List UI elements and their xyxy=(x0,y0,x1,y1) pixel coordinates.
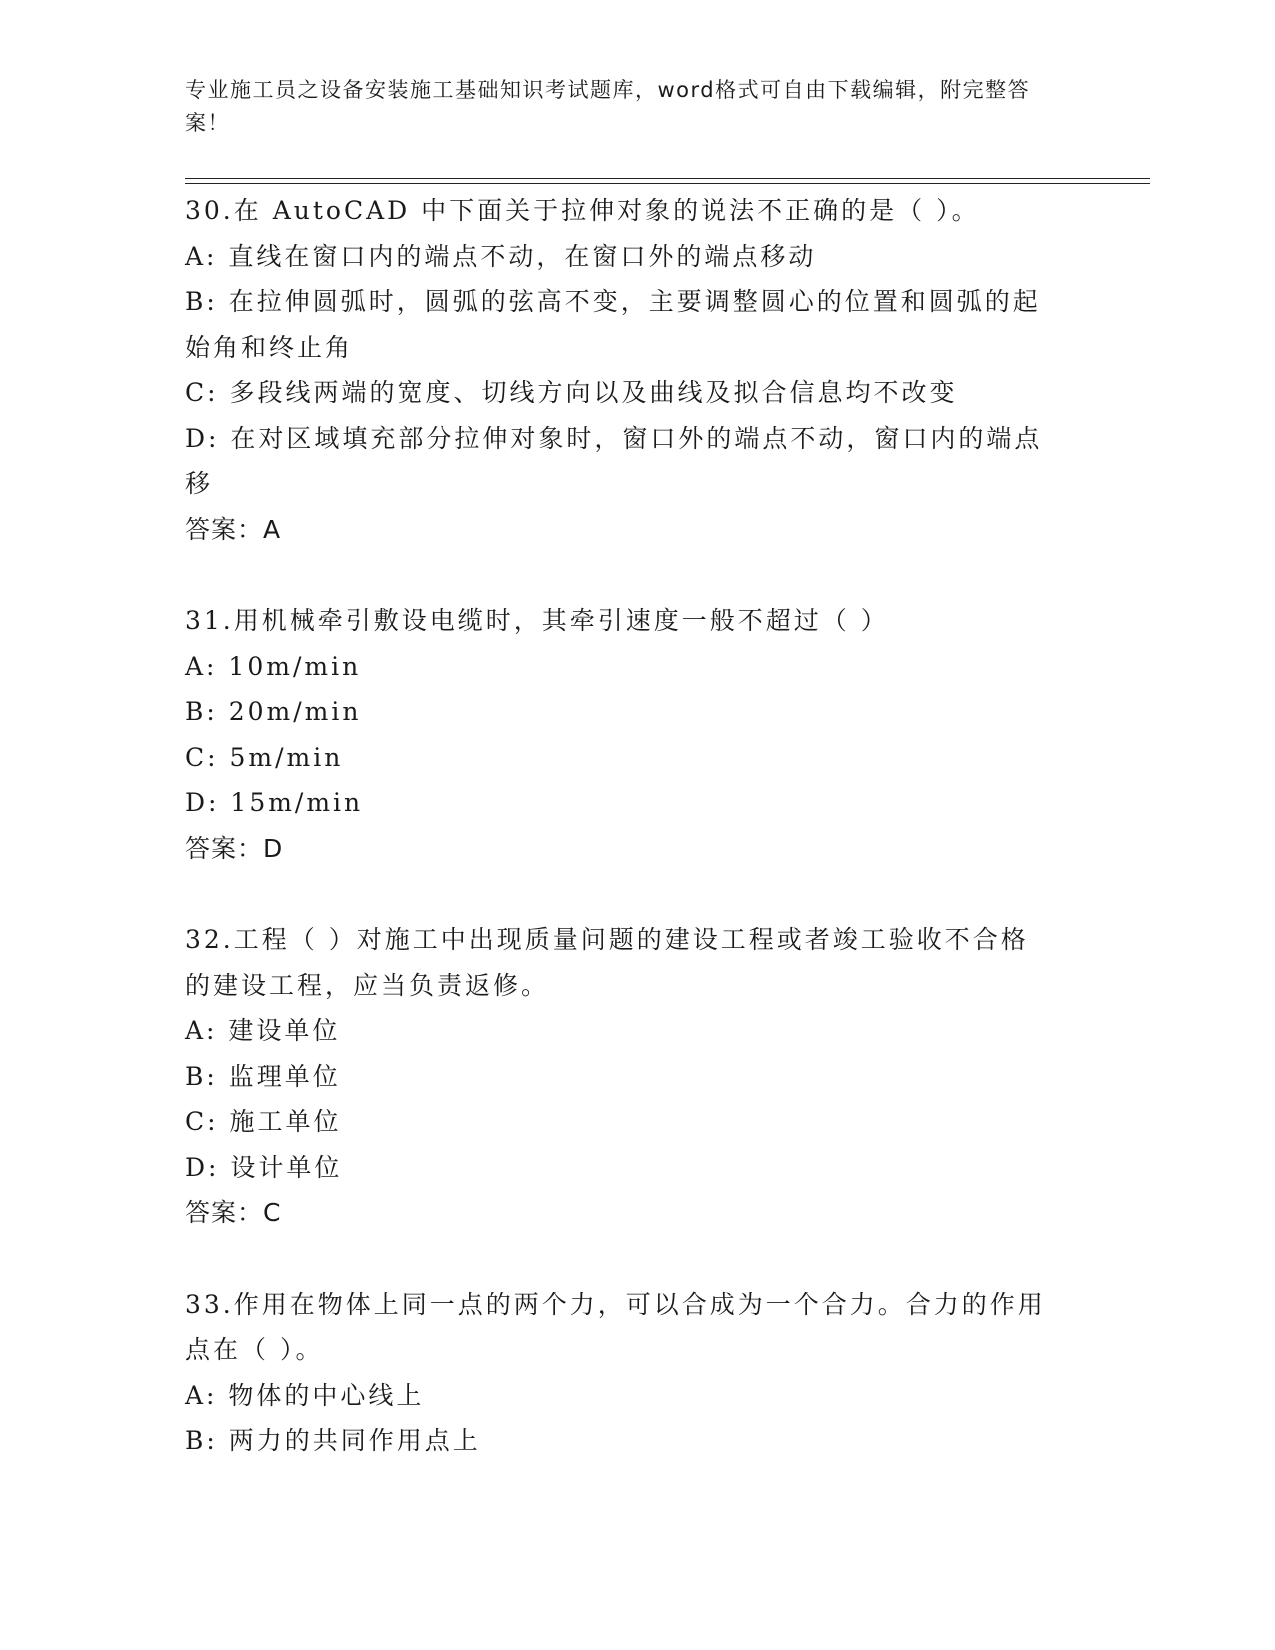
question-stem: 31.用机械牵引敷设电缆时，其牵引速度一般不超过（ ） xyxy=(185,606,889,635)
option-b: B: 20m/min xyxy=(185,697,362,726)
option-d: D: 15m/min xyxy=(185,788,364,817)
option-c: C: 5m/min xyxy=(185,742,344,772)
option-a: A: 物体的中心线上 xyxy=(185,1380,425,1410)
option-d: D: 设计单位 xyxy=(185,1152,343,1182)
answer: 答案：C xyxy=(185,1198,282,1227)
document-header: 专业施工员之设备安装施工基础知识考试题库，word格式可自由下载编辑，附完整答案！ xyxy=(185,78,1031,135)
option-d: D: 在对区域填充部分拉伸对象时，窗口外的端点不动，窗口内的端点 xyxy=(185,423,1043,453)
question-stem: 32.工程（ ）对施工中出现质量问题的建设工程或者竣工验收不合格 xyxy=(185,925,1029,954)
option-b: B: 监理单位 xyxy=(185,1061,341,1091)
question-stem: 30.在 AutoCAD 中下面关于拉伸对象的说法不正确的是（ ）。 xyxy=(185,196,980,225)
option-b-continued: 始角和终止角 xyxy=(185,332,354,362)
option-b: B: 两力的共同作用点上 xyxy=(185,1426,481,1455)
question-stem-continued: 点在（ ）。 xyxy=(185,1335,324,1364)
option-a: A: 10m/min xyxy=(185,651,362,681)
header-divider-bottom xyxy=(185,183,1150,184)
option-d-continued: 移 xyxy=(185,469,214,498)
question-30 xyxy=(185,188,1085,552)
option-a: A: 直线在窗口内的端点不动，在窗口外的端点移动 xyxy=(185,241,817,271)
question-stem-continued: 的建设工程，应当负责返修。 xyxy=(185,970,550,1000)
question-stem: 33.作用在物体上同一点的两个力，可以合成为一个合力。合力的作用 xyxy=(185,1289,1046,1319)
header-divider-top xyxy=(185,178,1150,179)
option-c: C: 多段线两端的宽度、切线方向以及曲线及拟合信息均不改变 xyxy=(185,378,958,407)
answer: 答案：D xyxy=(185,833,284,863)
question-31 xyxy=(185,598,1085,871)
question-list xyxy=(185,188,1085,1510)
answer: 答案：A xyxy=(185,514,282,544)
option-a: A: 建设单位 xyxy=(185,1016,341,1045)
option-b: B: 在拉伸圆弧时，圆弧的弦高不变，主要调整圆心的位置和圆弧的起 xyxy=(185,287,1041,316)
option-c: C: 施工单位 xyxy=(185,1107,342,1136)
question-32 xyxy=(185,917,1085,1236)
question-33 xyxy=(185,1282,1085,1464)
